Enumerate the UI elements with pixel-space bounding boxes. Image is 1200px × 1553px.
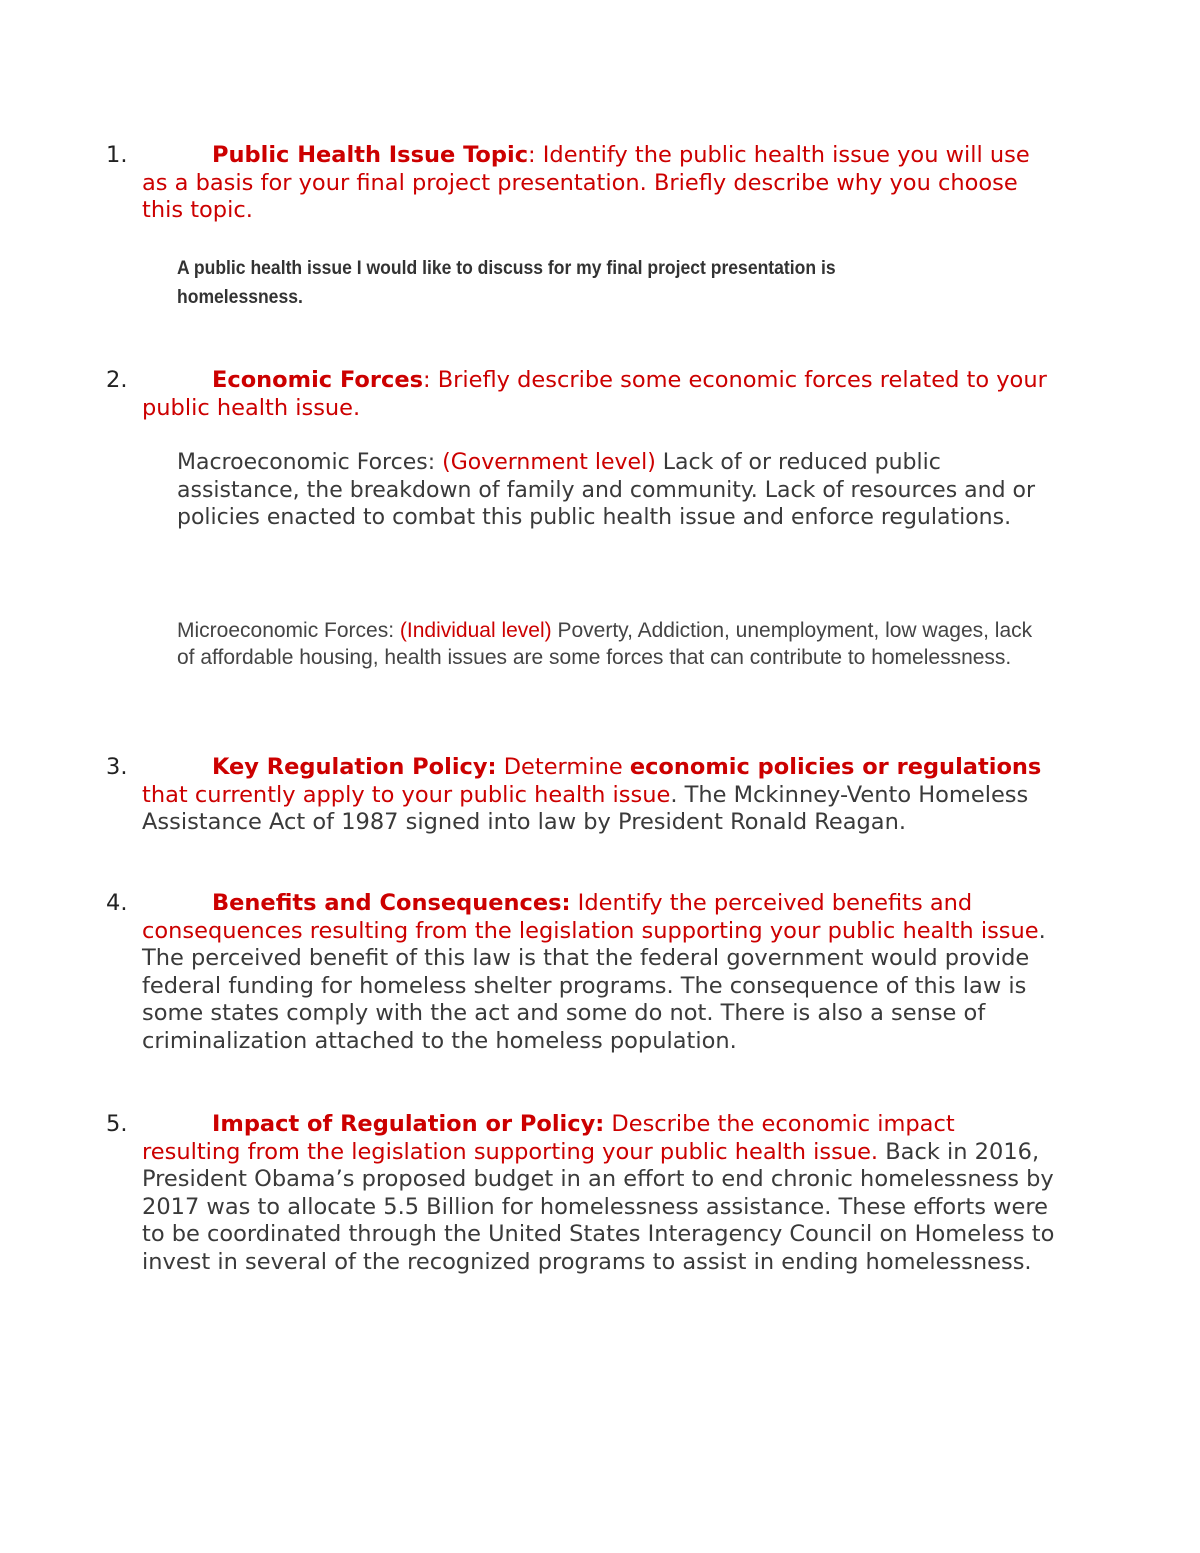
item-4-title: Benefits and Consequences: [212, 890, 571, 916]
item-number-3: 3. [106, 754, 128, 780]
item-number-1: 1. [106, 142, 128, 168]
item-3-prompt-bold: economic policies or regulations [629, 754, 1042, 780]
micro-label: Microeconomic Forces: [177, 619, 400, 642]
item-2-prompt [142, 367, 1057, 422]
microeconomic-forces-paragraph [177, 617, 1047, 671]
macro-label: Macroeconomic Forces: [177, 450, 443, 475]
micro-level: (Individual level) [399, 619, 552, 642]
item-5-body [142, 1111, 1057, 1276]
macro-level: (Government level) [442, 450, 656, 475]
item-3-prompt-a: Determine [496, 754, 630, 780]
item-3-title: Key Regulation Policy: [212, 754, 497, 780]
item-4-body [142, 890, 1057, 1055]
item-1-answer: A public health issue I would like to discuss for my final project presentation is homelessness. [177, 257, 836, 308]
item-4-answer: . The perceived benefit of this law is that the federal government would provide federal funding for homeless shelter programs. The consequence of this law is some states comply with the act and some do not. There is also a sense of criminalization attached to the homeless population. [142, 917, 1046, 1054]
item-number-4: 4. [106, 890, 128, 916]
item-5-title: Impact of Regulation or Policy: [212, 1111, 605, 1137]
micro-text: Poverty, Addiction, unemployment, low wages, lack of affordable housing, health issues are some forces that can contribute to homelessness. [177, 619, 1033, 669]
item-5-answer: Back in 2016, President Obama’s proposed budget in an effort to end chronic homelessness by 2017 was to allocate 5.5 Billion for homelessness assistance. These efforts were to be coordinated through the United States Interagency Council on Homeless to invest in several of the recognized programs to assist in ending homelessness. [142, 1138, 1055, 1275]
macro-text: Lack of or reduced public assistance, the breakdown of family and community. Lack of resources and or policies enacted to combat this public health issue and enforce regulations. [177, 450, 1036, 530]
item-1-title: Public Health Issue Topic [212, 142, 529, 168]
item-1-prompt [142, 142, 1057, 225]
macroeconomic-forces-paragraph [177, 449, 1037, 532]
item-4-prompt: Identify the perceived benefits and consequences resulting from the legislation supporting your public health issue [142, 890, 1039, 944]
item-5-prompt: Describe the economic impact resulting from the legislation supporting your public health issue. [142, 1111, 955, 1165]
item-2-title: Economic Forces [212, 367, 423, 393]
item-3-body [142, 754, 1057, 837]
item-3-answer: . The Mckinney-Vento Homeless Assistance Act of 1987 signed into law by President Ronald Reagan. [142, 781, 1029, 835]
item-number-2: 2. [106, 367, 128, 393]
item-1-prompt-text: : Identify the public health issue you will use as a basis for your final project presentation. Briefly describe why you choose this topic. [142, 142, 1030, 223]
item-number-5: 5. [106, 1111, 128, 1137]
item-2-prompt-text: : Briefly describe some economic forces related to your public health issue. [142, 367, 1047, 421]
item-3-prompt-b: that currently apply to your public health issue [142, 781, 671, 808]
